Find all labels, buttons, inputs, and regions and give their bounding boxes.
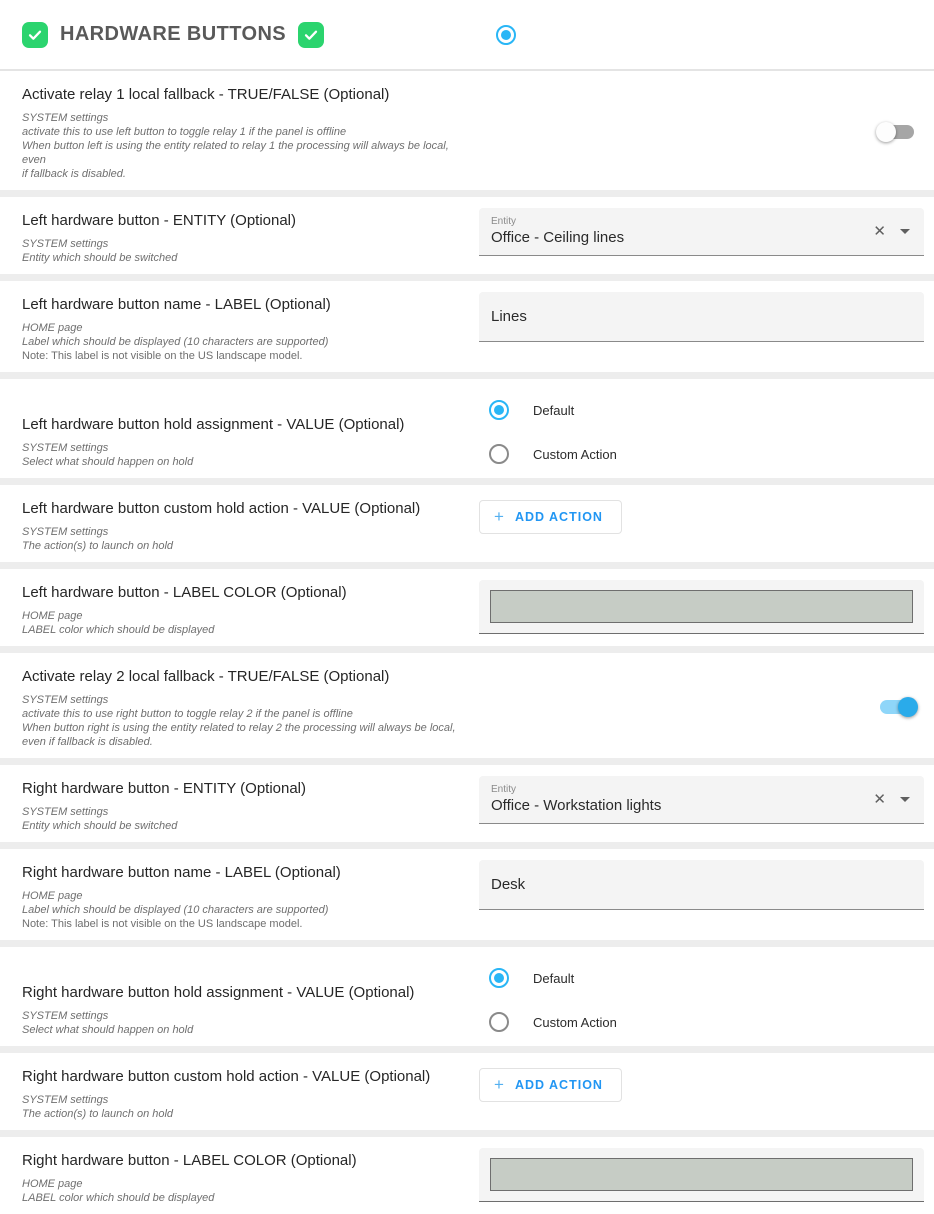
clear-icon[interactable]: ✕ [873, 790, 886, 808]
left-label-field [479, 292, 924, 342]
radio-unselected-icon [489, 1012, 509, 1032]
setting-desc: When button left is using the entity related to relay 1 the processing will always be local, even [22, 140, 449, 166]
left-label-input[interactable] [479, 292, 924, 341]
setting-control [467, 776, 924, 824]
select-icons [873, 792, 912, 807]
relay2-fallback-toggle[interactable] [880, 697, 914, 717]
setting-row-right-hold-assignment [0, 947, 934, 1053]
dropdown-caret-icon[interactable] [900, 797, 910, 802]
select-text [491, 216, 873, 246]
setting-row-left-label-color [0, 569, 934, 653]
setting-desc: if fallback is disabled. [22, 168, 126, 180]
section-header [0, 0, 934, 71]
setting-row-right-label-color [0, 1137, 934, 1214]
radio-label: Default [533, 402, 575, 418]
setting-control [467, 292, 924, 342]
add-action-label: ADD ACTION [514, 510, 603, 524]
select-value: Office - Ceiling lines [491, 229, 625, 246]
select-icons [873, 224, 912, 239]
checkbox-checked-icon[interactable] [22, 22, 48, 48]
setting-desc: SYSTEM settings [22, 1094, 109, 1106]
hold-assignment-radio-group [489, 400, 617, 464]
setting-control [467, 958, 918, 1036]
setting-text [22, 208, 467, 265]
setting-desc: Entity which should be switched [22, 820, 178, 832]
setting-desc: The action(s) to launch on hold [22, 540, 174, 552]
setting-text [22, 776, 467, 833]
right-entity-select[interactable] [479, 776, 924, 824]
setting-row-left-custom-hold [0, 485, 934, 569]
radio-selected-icon [489, 968, 509, 988]
setting-control [467, 122, 918, 142]
setting-title: Left hardware button hold assignment - VALUE (Optional) [22, 416, 405, 433]
setting-control [467, 208, 924, 256]
radio-option-custom-action[interactable] [489, 444, 617, 464]
plus-icon: + [494, 1075, 505, 1094]
radio-label: Custom Action [533, 1014, 617, 1030]
radio-label: Custom Action [533, 446, 617, 462]
left-label-color-picker[interactable] [479, 580, 924, 634]
toggle-thumb [898, 697, 918, 717]
setting-title: Right hardware button hold assignment - VALUE (Optional) [22, 984, 415, 1001]
setting-desc: SYSTEM settings [22, 442, 109, 454]
setting-desc: When button right is using the entity related to relay 2 the processing will always be local, [22, 722, 456, 734]
toggle-thumb [876, 122, 896, 142]
color-swatch [490, 590, 913, 623]
setting-control [467, 860, 924, 910]
radio-selected-icon [489, 400, 509, 420]
setting-desc: Select what should happen on hold [22, 456, 194, 468]
hold-assignment-radio-group [489, 968, 617, 1032]
setting-desc: The action(s) to launch on hold [22, 1108, 174, 1120]
setting-desc: LABEL color which should be displayed [22, 1192, 215, 1204]
select-value: Office - Workstation lights [491, 797, 662, 814]
setting-text [22, 292, 467, 363]
radio-dot [494, 973, 504, 983]
setting-text [22, 958, 467, 1037]
checkmark-glyph [303, 27, 319, 43]
radio-label: Default [533, 970, 575, 986]
radio-option-default[interactable] [489, 400, 617, 420]
setting-desc: HOME page [22, 890, 83, 902]
setting-desc-note: Note: This label is not visible on the US landscape model. [22, 918, 303, 930]
left-entity-select[interactable] [479, 208, 924, 256]
select-float-label: Entity [491, 216, 517, 227]
add-action-button[interactable] [479, 500, 622, 534]
setting-desc: LABEL color which should be displayed [22, 624, 215, 636]
setting-desc: Label which should be displayed (10 characters are supported) [22, 336, 329, 348]
setting-row-relay2-fallback [0, 653, 934, 765]
setting-title: Right hardware button - ENTITY (Optional) [22, 780, 307, 797]
radio-selected-icon[interactable] [496, 25, 516, 45]
setting-title: Left hardware button name - LABEL (Optional) [22, 296, 331, 313]
setting-control [467, 1064, 918, 1102]
color-swatch [490, 1158, 913, 1191]
setting-row-left-entity [0, 197, 934, 281]
checkmark-glyph [27, 27, 43, 43]
setting-text [22, 580, 467, 637]
checkbox-checked-icon[interactable] [298, 22, 324, 48]
setting-desc: Label which should be displayed (10 characters are supported) [22, 904, 329, 916]
right-label-field [479, 860, 924, 910]
setting-row-left-hold-assignment [0, 379, 934, 485]
setting-text [22, 390, 467, 469]
setting-title: Left hardware button custom hold action - VALUE (Optional) [22, 500, 421, 517]
setting-control [467, 580, 924, 634]
setting-desc: SYSTEM settings [22, 238, 109, 250]
select-text [491, 784, 873, 814]
setting-desc: SYSTEM settings [22, 806, 109, 818]
setting-row-right-entity [0, 765, 934, 849]
clear-icon[interactable]: ✕ [873, 222, 886, 240]
add-action-button[interactable] [479, 1068, 622, 1102]
setting-desc: Entity which should be switched [22, 252, 178, 264]
setting-desc: HOME page [22, 322, 83, 334]
setting-row-relay1-fallback [0, 71, 934, 197]
setting-text [22, 496, 467, 553]
setting-title: Right hardware button custom hold action - VALUE (Optional) [22, 1068, 431, 1085]
relay1-fallback-toggle[interactable] [880, 122, 914, 142]
setting-title: Activate relay 2 local fallback - TRUE/FALSE (Optional) [22, 668, 390, 685]
setting-text [22, 1148, 467, 1205]
setting-control [467, 390, 918, 468]
setting-desc: SYSTEM settings [22, 694, 109, 706]
setting-title: Right hardware button name - LABEL (Optional) [22, 864, 341, 881]
setting-desc-note: Note: This label is not visible on the US landscape model. [22, 350, 303, 362]
header-radio-wrap [496, 25, 516, 45]
setting-row-right-custom-hold [0, 1053, 934, 1137]
setting-desc: HOME page [22, 1178, 83, 1190]
page-title: HARDWARE BUTTONS [60, 23, 287, 45]
setting-row-left-label [0, 281, 934, 379]
setting-desc: SYSTEM settings [22, 1010, 109, 1022]
radio-dot [501, 30, 511, 40]
radio-option-custom-action[interactable] [489, 1012, 617, 1032]
setting-desc: even if fallback is disabled. [22, 736, 153, 748]
setting-desc: SYSTEM settings [22, 112, 109, 124]
right-label-color-picker[interactable] [479, 1148, 924, 1202]
setting-row-right-label [0, 849, 934, 947]
select-float-label: Entity [491, 784, 517, 795]
radio-unselected-icon [489, 444, 509, 464]
radio-option-default[interactable] [489, 968, 617, 988]
setting-text [22, 664, 467, 749]
setting-desc: activate this to use left button to toggle relay 1 if the panel is offline [22, 126, 347, 138]
setting-title: Activate relay 1 local fallback - TRUE/FALSE (Optional) [22, 86, 390, 103]
setting-control [467, 496, 918, 534]
setting-title: Right hardware button - LABEL COLOR (Optional) [22, 1152, 357, 1169]
setting-desc: Select what should happen on hold [22, 1024, 194, 1036]
setting-text [22, 1064, 467, 1121]
radio-dot [494, 405, 504, 415]
plus-icon: + [494, 507, 505, 526]
setting-control [467, 1148, 924, 1202]
setting-desc: SYSTEM settings [22, 526, 109, 538]
setting-text [22, 860, 467, 931]
setting-desc: HOME page [22, 610, 83, 622]
setting-text [22, 82, 467, 181]
setting-title: Left hardware button - ENTITY (Optional) [22, 212, 297, 229]
setting-desc: activate this to use right button to toggle relay 2 if the panel is offline [22, 708, 353, 720]
setting-title: Left hardware button - LABEL COLOR (Optional) [22, 584, 347, 601]
dropdown-caret-icon[interactable] [900, 229, 910, 234]
add-action-label: ADD ACTION [514, 1078, 603, 1092]
right-label-input[interactable] [479, 860, 924, 909]
setting-control [467, 697, 918, 717]
